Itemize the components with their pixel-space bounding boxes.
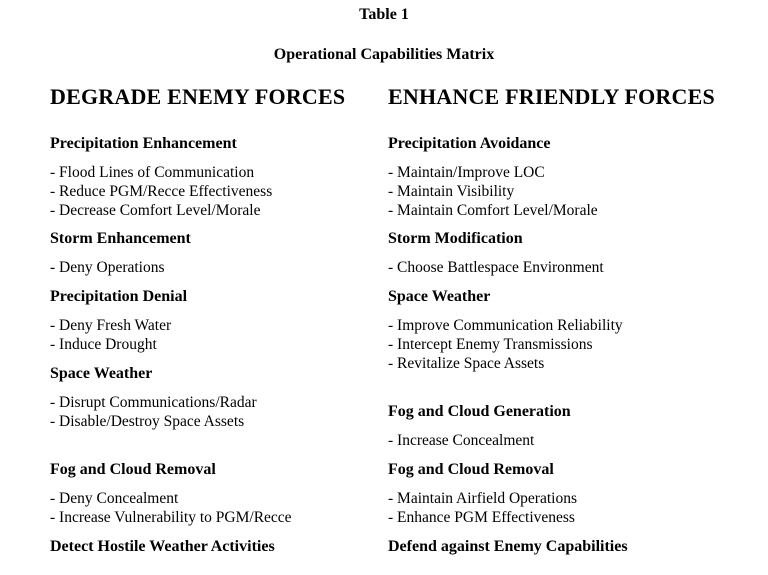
list-item: - Deny Concealment	[50, 489, 292, 508]
item-list	[50, 316, 187, 354]
section-title: Storm Modification	[388, 230, 523, 247]
item-list	[388, 489, 577, 527]
list-item: - Maintain Comfort Level/Morale	[388, 201, 598, 220]
item-list	[50, 258, 191, 277]
item-list	[388, 431, 571, 450]
item-list	[388, 258, 604, 277]
section-title: Precipitation Denial	[50, 288, 188, 305]
list-item: - Deny Operations	[50, 258, 191, 277]
section-title: Space Weather	[50, 365, 153, 382]
section-title: Defend against Enemy Capabilities	[388, 538, 628, 555]
table-title: Operational Capabilities Matrix	[273, 46, 495, 63]
section-title: Storm Enhancement	[50, 230, 191, 247]
item-list	[50, 489, 292, 527]
item-list	[50, 163, 272, 220]
left-column-heading: DEGRADE ENEMY FORCES	[50, 84, 346, 109]
list-item: - Disable/Destroy Space Assets	[50, 412, 257, 431]
list-item: - Induce Drought	[50, 335, 187, 354]
list-item: - Maintain Visibility	[388, 182, 598, 201]
left-section-precipitation-enhancement	[50, 134, 272, 220]
right-section-space-weather	[388, 287, 623, 373]
left-column	[50, 84, 370, 564]
list-item: - Intercept Enemy Transmissions	[388, 335, 623, 354]
list-item: - Disrupt Communications/Radar	[50, 393, 257, 412]
left-section-detect-hostile-weather	[50, 537, 275, 566]
section-title: Fog and Cloud Removal	[388, 461, 554, 478]
section-title: Space Weather	[388, 288, 491, 305]
right-section-fog-cloud-generation	[388, 402, 571, 450]
section-title: Fog and Cloud Removal	[50, 461, 216, 478]
section-title: Detect Hostile Weather Activities	[50, 538, 275, 555]
right-section-storm-modification	[388, 229, 604, 277]
table-label: Table 1	[359, 6, 409, 23]
list-item: - Deny Fresh Water	[50, 316, 187, 335]
section-title: Precipitation Avoidance	[388, 135, 551, 152]
section-title: Precipitation Enhancement	[50, 135, 237, 152]
right-column	[388, 84, 758, 564]
item-list	[50, 393, 257, 431]
list-item: - Choose Battlespace Environment	[388, 258, 604, 277]
left-section-storm-enhancement	[50, 229, 191, 277]
list-item: - Increase Concealment	[388, 431, 571, 450]
right-column-heading: ENHANCE FRIENDLY FORCES	[388, 84, 715, 109]
right-section-fog-cloud-removal	[388, 460, 577, 527]
list-item: - Revitalize Space Assets	[388, 354, 623, 373]
list-item: - Enhance PGM Effectiveness	[388, 508, 577, 527]
left-section-space-weather	[50, 364, 257, 431]
list-item: - Reduce PGM/Recce Effectiveness	[50, 182, 272, 201]
left-section-fog-cloud-removal	[50, 460, 292, 527]
left-section-precipitation-denial	[50, 287, 187, 354]
list-item: - Improve Communication Reliability	[388, 316, 623, 335]
right-section-precipitation-avoidance	[388, 134, 598, 220]
list-item: - Maintain/Improve LOC	[388, 163, 598, 182]
list-item: - Increase Vulnerability to PGM/Recce	[50, 508, 292, 527]
list-item: - Flood Lines of Communication	[50, 163, 272, 182]
item-list	[388, 163, 598, 220]
item-list	[388, 316, 623, 373]
list-item: - Decrease Comfort Level/Morale	[50, 201, 272, 220]
section-title: Fog and Cloud Generation	[388, 403, 571, 420]
list-item: - Maintain Airfield Operations	[388, 489, 577, 508]
right-section-defend-enemy-capabilities	[388, 537, 628, 566]
